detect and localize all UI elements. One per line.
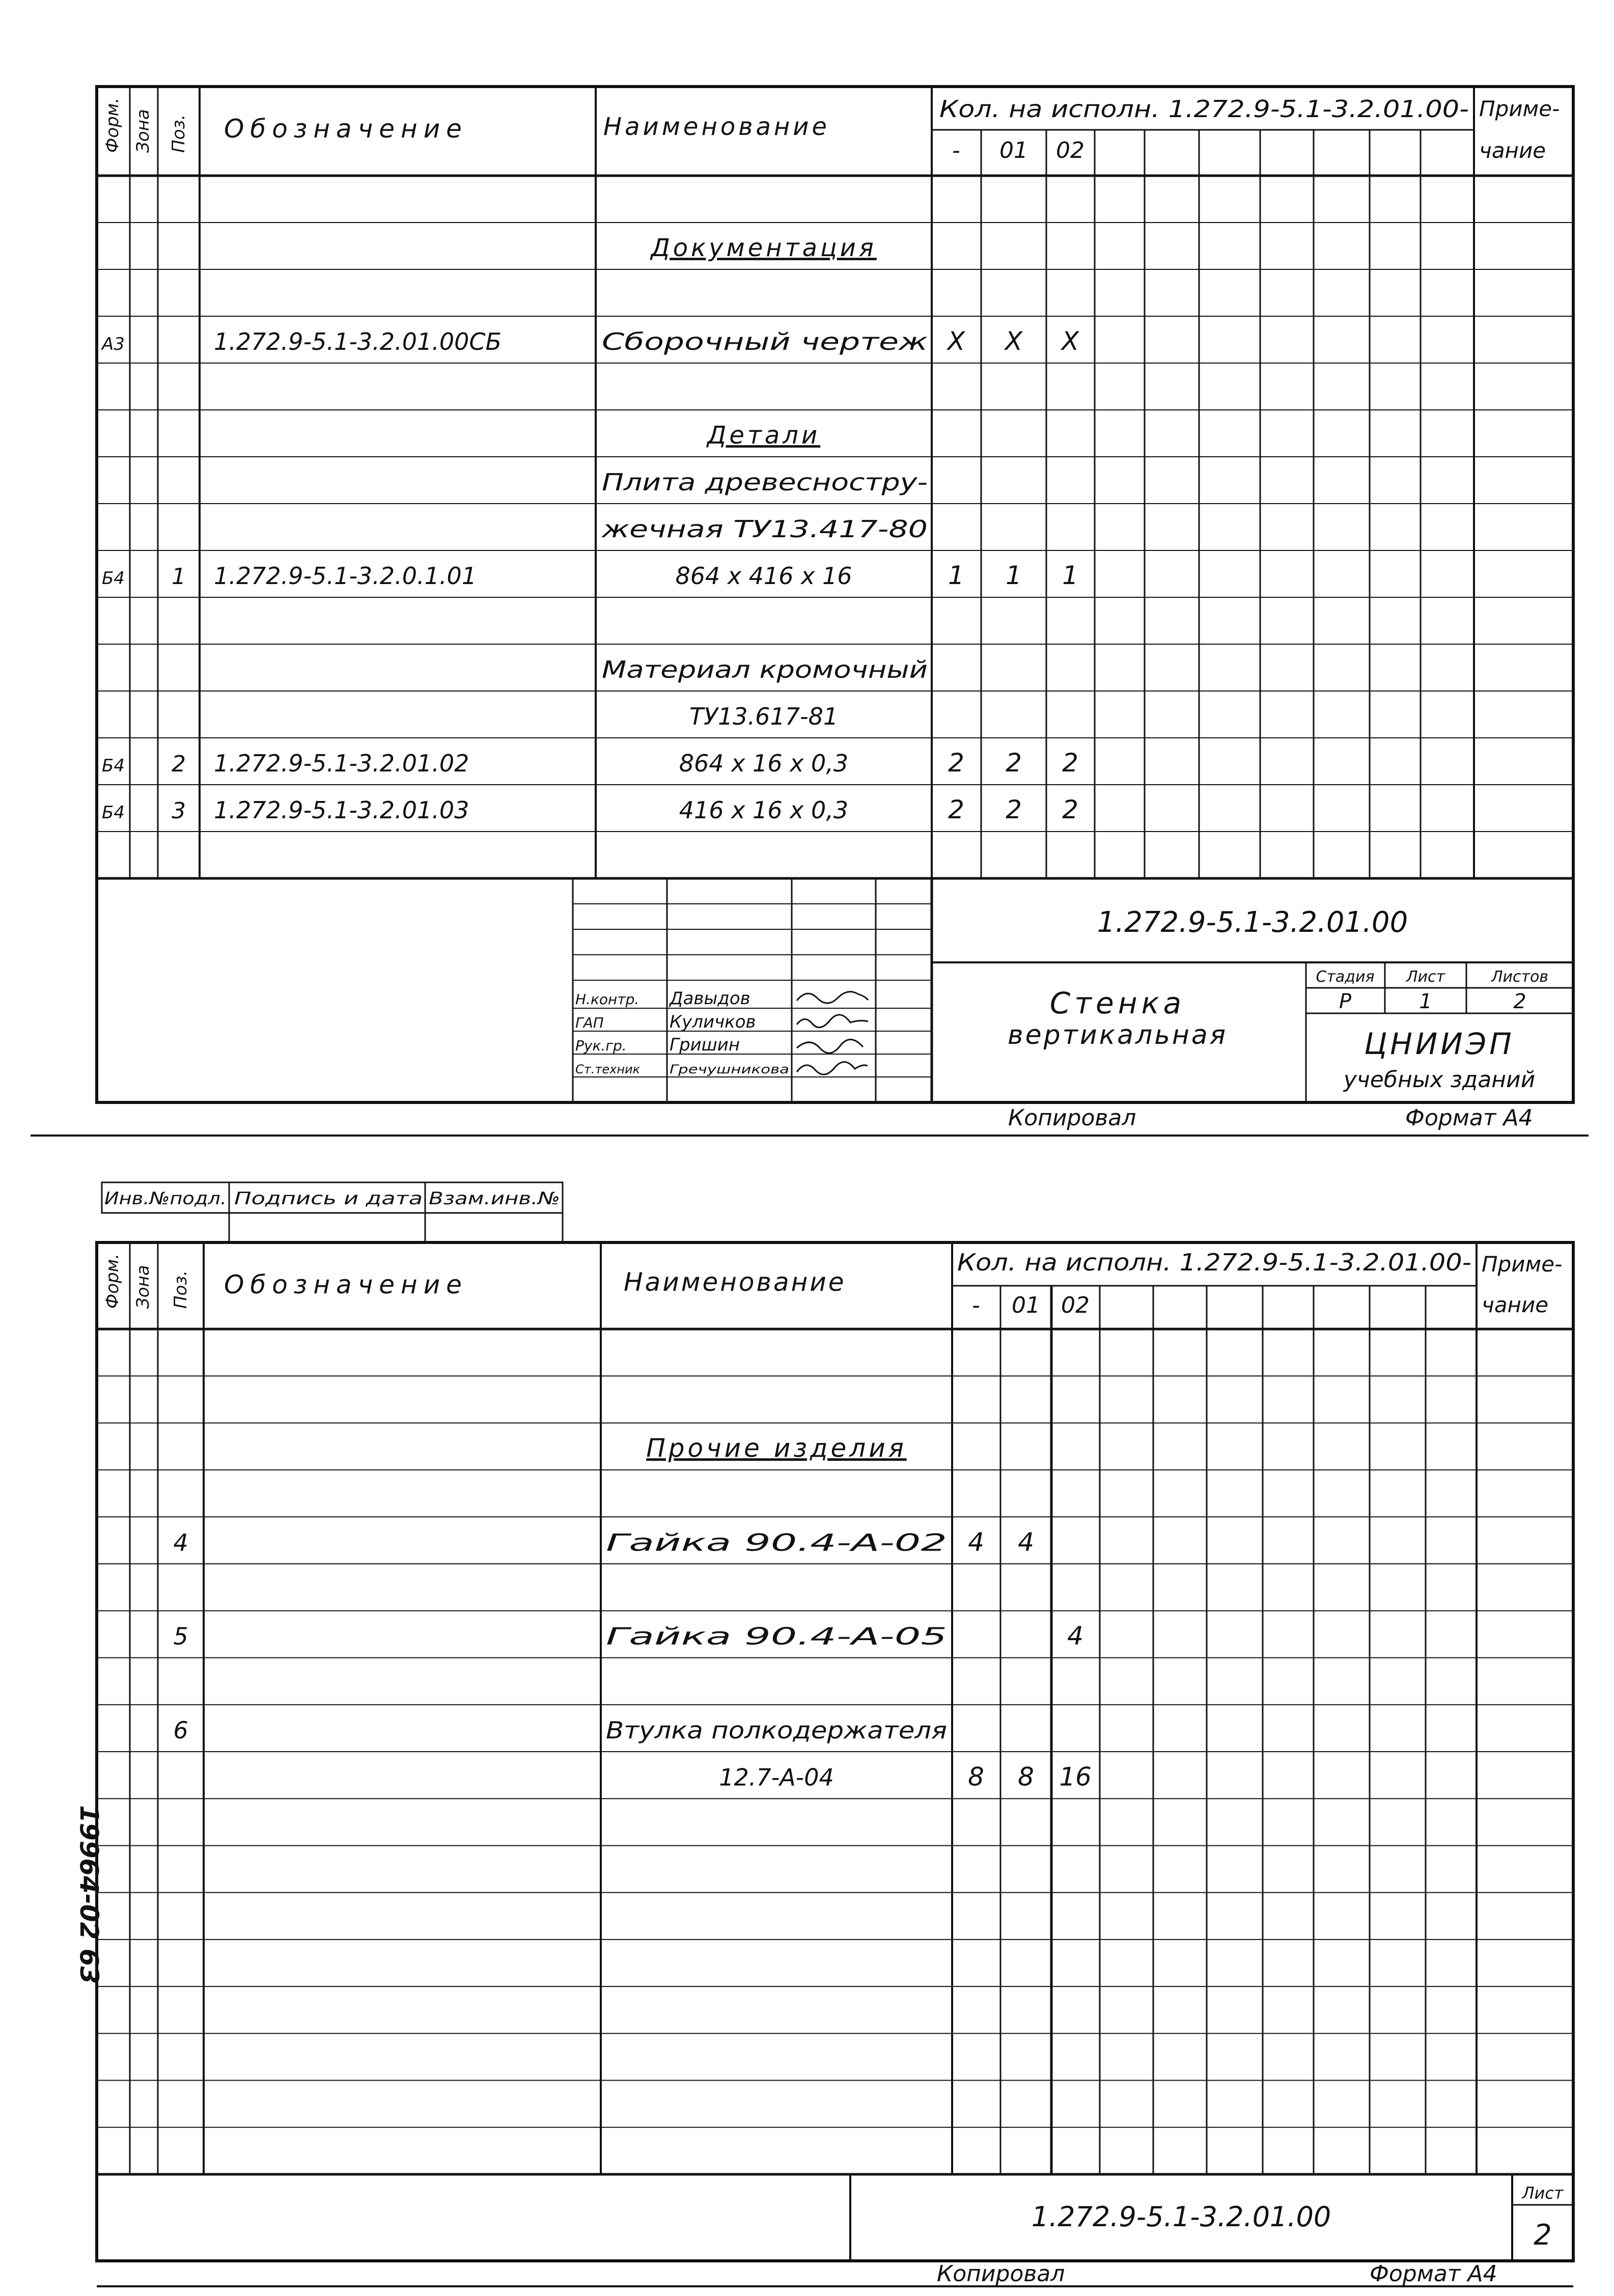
signature	[797, 992, 868, 1004]
signer-name: Куличков	[670, 1012, 756, 1032]
header-zone: Зона	[133, 109, 153, 153]
signer-name: Гришин	[670, 1035, 740, 1055]
signer-role: ГАП	[575, 1014, 604, 1031]
quantity-cell: 8	[1018, 1762, 1034, 1792]
position-cell: 1	[172, 564, 186, 590]
quantity-cell: 1	[1006, 561, 1022, 591]
format-cell: Б4	[102, 568, 125, 589]
signer-name: Давыдов	[670, 988, 750, 1009]
header-name: Наименование	[624, 1267, 846, 1297]
copied-label: Копировал	[1008, 1105, 1136, 1131]
position-cell: 4	[173, 1529, 188, 1557]
name-cell: ТУ13.617-81	[689, 703, 839, 731]
signer-role: Н.контр.	[575, 991, 639, 1008]
name-cell: Плита древесностру-	[602, 468, 928, 496]
name-cell: жечная ТУ13.417-80	[601, 515, 928, 543]
header-position: Поз.	[171, 1270, 191, 1309]
name-cell: 12.7-А-04	[719, 1763, 834, 1791]
position-cell: 5	[173, 1622, 188, 1650]
quantity-cell: 4	[1018, 1527, 1034, 1557]
quantity-cell: 2	[948, 795, 964, 825]
quantity-cell: 16	[1059, 1762, 1092, 1792]
position-cell: 2	[172, 751, 186, 778]
name-cell: 864 x 16 x 0,3	[679, 750, 849, 778]
quantity-cell: 2	[1006, 748, 1022, 778]
header-qty-title: Кол. на исполн. 1.272.9-5.1-3.2.01.00-	[957, 1249, 1471, 1276]
designation-cell: 1.272.9-5.1-3.2.0.1.01	[214, 562, 477, 590]
sheets-total: 2	[1513, 990, 1526, 1013]
variant-label: 02	[1056, 137, 1084, 163]
variant-label: 02	[1061, 1292, 1090, 1318]
quantity-cell: 4	[1067, 1621, 1083, 1651]
quantity-cell: 2	[948, 748, 964, 778]
name-cell: 864 x 416 x 16	[675, 562, 852, 590]
document-code: 1.272.9-5.1-3.2.01.00	[1097, 906, 1408, 939]
quantity-cell: X	[1005, 326, 1023, 356]
position-cell: 6	[173, 1717, 188, 1745]
archive-number: 19964-02 63	[74, 1805, 104, 1984]
spec-sheet-2	[97, 1182, 1573, 2287]
quantity-cell: 1	[1062, 561, 1078, 591]
archive-stamp	[102, 1182, 563, 1242]
sheet-number: 1	[1419, 990, 1432, 1013]
quantity-cell: 2	[1062, 748, 1078, 778]
format-cell: Б4	[102, 803, 125, 823]
header-designation: Обозначение	[224, 114, 468, 144]
organization: ЦНИИЭП	[1364, 1027, 1515, 1061]
spec-rows	[101, 234, 1080, 824]
designation-cell: 1.272.9-5.1-3.2.01.02	[214, 750, 469, 778]
quantity-cell: X	[1061, 326, 1079, 356]
document-code: 1.272.9-5.1-3.2.01.00	[1031, 2201, 1331, 2233]
section-heading: Детали	[707, 421, 821, 450]
signature	[797, 1015, 868, 1028]
inventory-label: Инв.№подл.	[104, 1188, 227, 1209]
spec-rows	[173, 1433, 1091, 1792]
variant-label: -	[952, 137, 960, 163]
designation-cell: 1.272.9-5.1-3.2.01.00СБ	[214, 328, 502, 356]
footer-block	[850, 2174, 1573, 2261]
quantity-cell: 8	[968, 1762, 984, 1792]
format-cell: Б4	[102, 756, 125, 777]
variant-label: 01	[1012, 1292, 1040, 1318]
name-cell: Втулка полкодержателя	[606, 1717, 947, 1745]
organization-2: учебных зданий	[1343, 1067, 1536, 1093]
title-block	[573, 878, 1573, 1102]
header-format: Форм.	[102, 1253, 123, 1309]
signature	[797, 1062, 868, 1074]
header-remark-2: чание	[1482, 1292, 1549, 1317]
header-qty-title: Кол. на исполн. 1.272.9-5.1-3.2.01.00-	[939, 95, 1469, 123]
header-zone: Зона	[133, 1265, 153, 1309]
quantity-cell: 4	[968, 1527, 984, 1557]
stage-label: Стадия	[1316, 968, 1375, 986]
stage-value: Р	[1339, 990, 1352, 1013]
sign-date-label: Подпись и дата	[234, 1188, 423, 1209]
header-remark: Приме-	[1479, 96, 1560, 121]
sheet-label: Лист	[1522, 2183, 1564, 2203]
format-cell: А3	[102, 334, 125, 355]
name-cell: 416 x 16 x 0,3	[679, 796, 849, 824]
section-heading: Документация	[651, 234, 877, 263]
name-cell: Гайка 90.4-А-05	[606, 1622, 947, 1650]
quantity-cell: X	[947, 326, 965, 356]
designation-cell: 1.272.9-5.1-3.2.01.03	[214, 796, 469, 824]
position-cell: 3	[172, 798, 186, 824]
name-cell: Гайка 90.4-А-02	[606, 1529, 947, 1557]
header-designation: Обозначение	[224, 1270, 468, 1299]
signer-role: Рук.гр.	[575, 1037, 627, 1054]
copied-label: Копировал	[937, 2261, 1065, 2287]
signer-role: Ст.техник	[575, 1062, 641, 1076]
quantity-cell: 2	[1006, 795, 1022, 825]
format-label: Формат А4	[1370, 2261, 1497, 2287]
format-label: Формат А4	[1405, 1105, 1533, 1131]
variant-label: -	[972, 1292, 980, 1318]
signer-name: Гречушникова	[670, 1062, 789, 1076]
header-position: Поз.	[169, 114, 189, 153]
variant-label: 01	[999, 137, 1028, 163]
sheet-number: 2	[1534, 2219, 1552, 2252]
quantity-cell: 1	[948, 561, 964, 591]
header-name: Наименование	[603, 113, 830, 141]
replace-inventory-label: Взам.инв.№	[429, 1188, 560, 1209]
header-remark-2: чание	[1479, 138, 1546, 163]
product-title: Стенка	[1049, 986, 1186, 1020]
sheet-label: Лист	[1406, 968, 1445, 986]
spec-sheet-1	[31, 87, 1589, 1136]
name-cell: Сборочный чертеж	[602, 328, 928, 356]
signature	[797, 1039, 863, 1053]
header-remark: Приме-	[1482, 1252, 1563, 1277]
row-grid	[97, 1376, 1573, 2127]
section-heading: Прочие изделия	[646, 1433, 907, 1463]
header-format: Форм.	[102, 97, 123, 153]
quantity-cell: 2	[1062, 795, 1078, 825]
product-title-2: вертикальная	[1007, 1020, 1228, 1050]
sheets-label: Листов	[1491, 968, 1549, 986]
name-cell: Материал кромочный	[602, 656, 928, 684]
